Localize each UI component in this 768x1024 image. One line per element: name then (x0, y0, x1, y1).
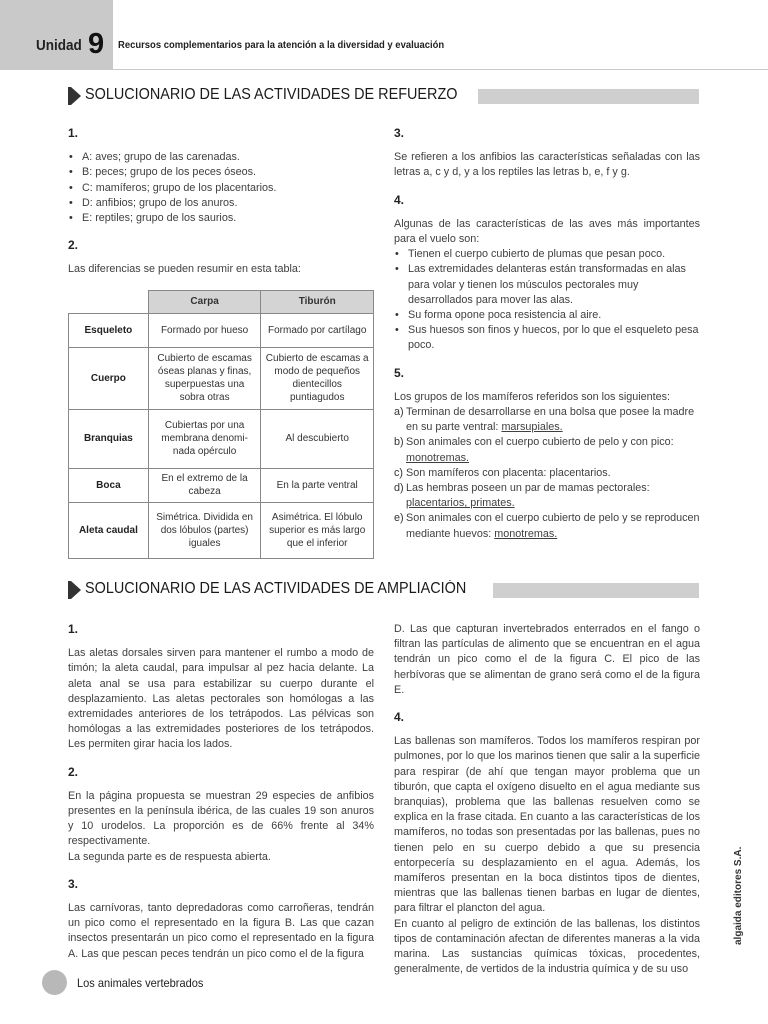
list-item (394, 405, 700, 435)
table-cell: Simétrica. Dividida en dos lóbulos (partes) iguales (148, 502, 261, 558)
list-item (394, 481, 700, 511)
list-item: • Sus huesos son finos y huecos, por lo que el esqueleto pesa poco. (394, 323, 700, 353)
header-subtitle: Recursos complementarios para la atención a la diversidad y evaluación (118, 39, 445, 51)
a2-text: En la página propuesta se muestran 29 especies de anfibios presentes en la península ibérica, de las cuales 19 son anuros y 10 urodelos. La proporción es de 66% frente al 34% respectivamente. (68, 789, 374, 848)
unit-number: 9 (88, 28, 105, 60)
unit-label: Unidad (36, 37, 82, 54)
list-item: • A: aves; grupo de las carenadas. (68, 150, 374, 165)
question-number: 4. (394, 192, 405, 207)
item-letter: b) (394, 436, 404, 449)
list-item (394, 466, 700, 481)
table-cell: En el extremo de la cabeza (148, 468, 261, 502)
table-cell: Formado por hueso (148, 313, 261, 347)
title-gray-bar (478, 89, 699, 104)
a2-text-2: La segunda parte es de respuesta abierta. (68, 850, 271, 863)
list-item: • C: mamíferos; grupo de los placentarios. (68, 181, 374, 196)
item-answer: monotremas. (494, 527, 558, 540)
q4-intro: Algunas de las características de las aves más importantes para el vuelo son: (394, 217, 700, 246)
a4-text-2: En cuanto al peligro de extinción de las ballenas, los distintos tipos de contaminación afectan de diferentes maneras a la vida marina. Las sustancias químicas tóxicas, procedentes, generalmente, de vertidos de la industria química y de su uso (394, 917, 700, 976)
question-number: 2. (68, 238, 79, 253)
item-letter: d) (394, 482, 404, 495)
table-header-row (69, 290, 374, 313)
item-text: Terminan de desarrollarse en una bolsa que posee la madre en su parte ventral: (406, 406, 695, 434)
q5-list (394, 405, 700, 542)
list-item: • Las extremidades delanteras están transformadas en alas para volar y tienen los músculos pectorales muy desarrollados para mover las alas. (394, 262, 700, 308)
footer-title: Los animales vertebrados (77, 976, 204, 990)
question-number: 4. (394, 710, 405, 725)
item-answer: placentarios, primates. (406, 497, 515, 510)
table-cell: Cubierto de escamas óseas planas y finas, superpuestas una sobra otras (148, 347, 261, 409)
a1-text: Las aletas dorsales sirven para mantener el rumbo a modo de timón; la aleta caudal, para impulsar al pez hacia delante. La aleta anal se usa para estabilizar su cuerpo durante el desplazamiento. Las aletas pectorales son homólogas a las extremidades anteriores de los tetrápodos. Las pélvicas son homólogas a las extremidades posteriores de los tetrápodos. Les permiten girar hacia los lados. (68, 647, 374, 751)
item-answer: marsupiales. (501, 421, 563, 434)
item-text: Son mamíferos con placenta: placentarios. (406, 466, 611, 479)
q5-intro: Los grupos de los mamíferos referidos son los siguientes: (394, 390, 671, 403)
table-cell: Formado por cartílago (261, 313, 374, 347)
table-row (69, 409, 374, 468)
ampliacion-left-column (68, 622, 374, 962)
title-gray-bar (493, 583, 699, 598)
table-cell: En la parte ventral (261, 468, 374, 502)
q2-intro: Las diferencias se pueden resumir en esta tabla: (68, 263, 301, 276)
item-answer: monotremas. (406, 451, 470, 464)
list-item (394, 435, 700, 465)
item-text: Son animales con el cuerpo cubierto de pelo y con pico: (406, 436, 674, 449)
question-number: 1. (68, 126, 79, 140)
list-item: • D: anfibios; grupo de los anuros. (68, 196, 374, 211)
triangle-icon (71, 87, 81, 105)
row-header: Branquias (69, 409, 149, 468)
table-corner (69, 290, 149, 313)
table-cell: Cubiertas por una membrana denomi-nada opérculo (148, 409, 261, 468)
a3-text: Las carnívoras, tanto depredadoras como carroñeras, tendrán un pico como el representado en la figura B. Las que cazan insectos presentarán un pico como el representado en la figura A. Las que pescan peces tendrán un pico como el de la figura (68, 902, 374, 960)
section-title-text: SOLUCIONARIO DE LAS ACTIVIDADES DE REFUERZO (85, 86, 458, 103)
header-rule (113, 69, 768, 70)
item-letter: a) (394, 406, 404, 419)
q4-list (394, 247, 700, 353)
row-header: Esqueleto (69, 313, 149, 347)
comparison-table (68, 290, 374, 559)
list-item: • E: reptiles; grupo de los saurios. (68, 211, 374, 226)
list-item: • Tienen el cuerpo cubierto de plumas que pesan poco. (394, 247, 700, 262)
question-number: 1. (68, 622, 79, 636)
table-row (69, 468, 374, 502)
item-text: Son animales con el cuerpo cubierto de pelo y se reproducen mediante huevos: (406, 512, 700, 540)
refuerzo-right-column (394, 126, 700, 542)
table-cell: Al descubierto (261, 409, 374, 468)
section-title-ampliacion (68, 578, 699, 602)
publisher-credit: algaida editores S.A. (733, 846, 744, 945)
refuerzo-left-column (68, 126, 374, 559)
ampliacion-right-column (394, 622, 700, 977)
table-row (69, 502, 374, 558)
q1-list (68, 150, 374, 226)
question-number: 5. (394, 365, 405, 380)
table-row (69, 347, 374, 409)
list-item (394, 511, 700, 541)
row-header: Boca (69, 468, 149, 502)
table-cell: Asimétrica. El lóbulo superior es más largo que el inferior (261, 502, 374, 558)
question-number: 3. (394, 126, 405, 140)
a4-text: Las ballenas son mamíferos. Todos los mamíferos respiran por pulmones, por lo que los marinos tienen que salir a la superficie para respirar (de ahí que tengan mayor problema que un tiburón, que capta el oxígeno disuelto en el agua mediante sus branquias), problema que las ballenas resuelven como se explica en la frase citada. En cuanto a las características de los mamíferos, no todas son presentadas por las ballenas, pues no tienen pelo en su cuerpo debido a que su presencia entorpecería su desplazamiento en el agua. Además, los mamíferos presentan en la boca distintos tipos de dientes, mientras que las ballenas tienen barbas en lugar de dientes, para filtrar el plancton del agua. (394, 735, 700, 915)
table-cell: Cubierto de escamas a modo de pequeños dientecillos puntiagudos (261, 347, 374, 409)
item-letter: e) (394, 512, 404, 525)
q3-text: Se refieren a los anfibios las características señaladas con las letras a, c y d, y a los reptiles las letras b, e, f y g. (394, 151, 700, 179)
table-row (69, 313, 374, 347)
question-number: 2. (68, 764, 79, 779)
column-header: Tiburón (261, 290, 374, 313)
column-header: Carpa (148, 290, 261, 313)
list-item: • B: peces; grupo de los peces óseos. (68, 165, 374, 180)
row-header: Cuerpo (69, 347, 149, 409)
list-item: • Su forma opone poca resistencia al aire. (394, 308, 700, 323)
a3-continuation: D. Las que capturan invertebrados enterrados en el fango o filtran las partículas de alimento que se encuentran en el agua tendrán un pico como el de la figura C. El pico de las herbívoras que se alimentan de grano será como el de la figura E. (394, 623, 700, 696)
section-title-text: SOLUCIONARIO DE LAS ACTIVIDADES DE AMPLIACIÓN (85, 580, 467, 597)
page-number-circle (42, 970, 67, 995)
item-text: Las hembras poseen un par de mamas pectorales: (406, 482, 650, 495)
item-letter: c) (394, 466, 403, 479)
question-number: 3. (68, 876, 79, 891)
row-header: Aleta caudal (69, 502, 149, 558)
triangle-icon (71, 581, 81, 599)
section-title-refuerzo (68, 84, 699, 108)
